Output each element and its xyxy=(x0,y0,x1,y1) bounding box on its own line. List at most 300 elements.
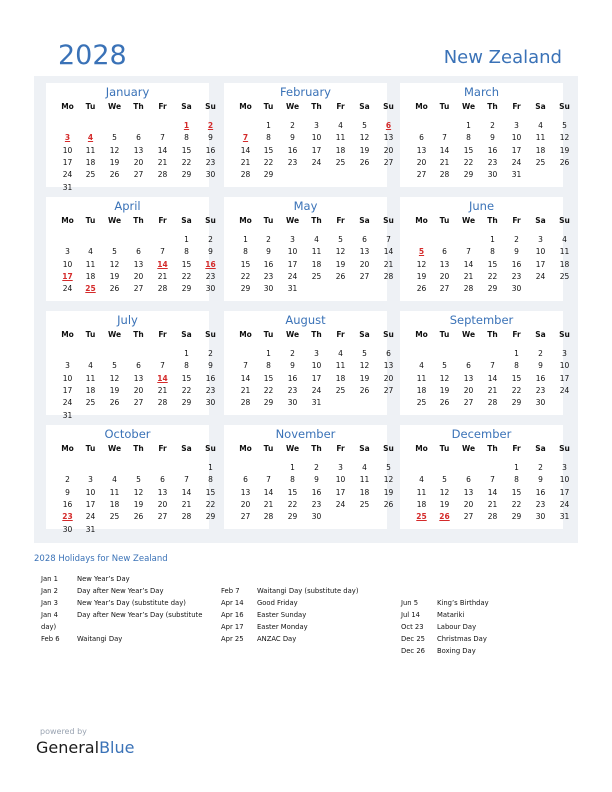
day-cell: 17 xyxy=(335,487,346,497)
day-cell: 26 xyxy=(359,385,370,395)
day-cell: 31 xyxy=(511,170,522,180)
day-cell: 21 xyxy=(240,385,251,395)
day-cell: 2 xyxy=(266,235,271,244)
day-cell: 18 xyxy=(335,373,346,383)
day-cell: 8 xyxy=(466,133,471,143)
weekday-header: Su xyxy=(383,102,394,111)
month-title: September xyxy=(449,313,514,327)
weekday-header: Tu xyxy=(439,444,450,453)
weekday-header: Fr xyxy=(158,102,167,111)
day-cell: 30 xyxy=(535,512,546,522)
month-title: April xyxy=(114,199,141,213)
day-cell: 4 xyxy=(419,475,424,485)
weekday-header: Mo xyxy=(239,444,252,453)
day-cell: 28 xyxy=(487,512,498,522)
weekday-header: Fr xyxy=(336,330,345,339)
holiday-date: Apr 17 xyxy=(221,623,244,631)
day-cell: 1 xyxy=(208,463,213,472)
day-cell: 12 xyxy=(359,133,370,143)
day-cell: 22 xyxy=(263,157,274,167)
day-cell: 21 xyxy=(240,157,251,167)
day-cell: 13 xyxy=(463,487,474,497)
month-title: January xyxy=(105,85,150,99)
day-cell: 23 xyxy=(205,385,216,395)
day-cell: 16 xyxy=(205,145,216,155)
weekday-header: Mo xyxy=(61,330,74,339)
day-cell: 19 xyxy=(359,145,370,155)
day-cell: 4 xyxy=(338,121,343,130)
day-cell: 2 xyxy=(490,121,495,130)
weekday-header: Su xyxy=(205,102,216,111)
day-cell: 7 xyxy=(442,133,447,143)
day-cell: 28 xyxy=(439,170,450,180)
day-cell: 28 xyxy=(487,398,498,408)
weekday-header: We xyxy=(461,330,476,339)
day-cell: 13 xyxy=(133,259,144,269)
day-cell: 6 xyxy=(136,133,141,143)
holiday-day-cell: 6 xyxy=(385,121,392,130)
holiday-date: Jul 14 xyxy=(401,611,421,619)
day-cell: 21 xyxy=(439,157,450,167)
day-cell: 23 xyxy=(535,499,546,509)
day-cell: 24 xyxy=(311,157,322,167)
day-cell: 20 xyxy=(133,157,144,167)
day-cell: 26 xyxy=(383,499,394,509)
day-cell: 23 xyxy=(487,157,498,167)
holiday-name: Easter Sunday xyxy=(257,611,307,619)
weekday-header: Fr xyxy=(336,102,345,111)
day-cell: 5 xyxy=(136,475,141,485)
day-cell: 13 xyxy=(133,145,144,155)
weekday-header: Su xyxy=(383,216,394,225)
day-cell: 21 xyxy=(263,499,274,509)
weekday-header: Su xyxy=(559,102,570,111)
day-cell: 13 xyxy=(359,247,370,257)
day-cell: 1 xyxy=(266,349,271,358)
weekday-header: Tu xyxy=(263,330,274,339)
day-cell: 14 xyxy=(181,487,192,497)
day-cell: 25 xyxy=(85,170,96,180)
weekday-header: Th xyxy=(133,102,144,111)
day-cell: 13 xyxy=(383,361,394,371)
day-cell: 21 xyxy=(157,385,168,395)
holiday-name: Day after New Year’s Day xyxy=(77,587,164,595)
weekday-header: Su xyxy=(383,444,394,453)
day-cell: 6 xyxy=(243,475,248,485)
day-cell: 24 xyxy=(287,271,298,281)
day-cell: 26 xyxy=(133,512,144,522)
weekday-header: Fr xyxy=(158,216,167,225)
weekday-header: Mo xyxy=(239,330,252,339)
weekday-header-row xyxy=(400,102,570,114)
holiday-day-cell: 1 xyxy=(183,121,190,130)
month-may xyxy=(224,197,394,301)
weekday-header: Su xyxy=(559,216,570,225)
day-cell: 29 xyxy=(240,284,251,294)
holiday-date: Apr 16 xyxy=(221,611,244,619)
day-cell: 15 xyxy=(511,487,522,497)
day-cell: 15 xyxy=(181,145,192,155)
day-cell: 31 xyxy=(62,410,73,420)
day-cell: 13 xyxy=(463,373,474,383)
weekday-header: We xyxy=(107,216,122,225)
day-cell: 20 xyxy=(439,271,450,281)
weekday-header: We xyxy=(285,102,300,111)
day-cell: 10 xyxy=(311,133,322,143)
month-title: June xyxy=(468,199,495,213)
day-cell: 13 xyxy=(439,259,450,269)
day-cell: 2 xyxy=(208,235,213,244)
day-cell: 19 xyxy=(109,385,120,395)
month-title: December xyxy=(451,427,512,441)
day-cell: 20 xyxy=(133,385,144,395)
day-cell: 20 xyxy=(463,499,474,509)
brand-logo[interactable] xyxy=(36,738,134,757)
day-cell: 30 xyxy=(62,524,73,534)
weekday-header: Su xyxy=(205,444,216,453)
weekday-header: Mo xyxy=(61,102,74,111)
day-cell: 28 xyxy=(240,398,251,408)
day-cell: 27 xyxy=(157,512,168,522)
day-cell: 16 xyxy=(511,259,522,269)
day-cell: 6 xyxy=(136,247,141,257)
day-cell: 8 xyxy=(184,133,189,143)
weekday-header: We xyxy=(107,102,122,111)
holiday-day-cell: 17 xyxy=(62,271,73,281)
day-cell: 11 xyxy=(416,373,427,383)
day-cell: 26 xyxy=(559,157,570,167)
holiday-date: Apr 14 xyxy=(221,599,244,607)
day-cell: 5 xyxy=(338,235,343,244)
day-cell: 24 xyxy=(62,398,73,408)
day-cell: 12 xyxy=(109,145,120,155)
day-cell: 12 xyxy=(559,133,570,143)
holiday-day-cell: 5 xyxy=(418,247,425,257)
month-title: October xyxy=(104,427,151,441)
day-cell: 24 xyxy=(535,271,546,281)
month-june xyxy=(400,197,570,301)
weekday-header: Fr xyxy=(336,444,345,453)
weekday-header-row xyxy=(46,330,216,342)
day-cell: 15 xyxy=(487,259,498,269)
weekday-header-row xyxy=(400,444,570,456)
day-cell: 3 xyxy=(290,235,295,244)
weekday-header: Fr xyxy=(512,444,521,453)
day-cell: 18 xyxy=(335,145,346,155)
day-cell: 9 xyxy=(65,487,70,497)
holiday-date: Dec 26 xyxy=(401,647,425,655)
holiday-day-cell: 25 xyxy=(85,284,96,294)
weekday-header: Mo xyxy=(415,102,428,111)
day-cell: 29 xyxy=(263,398,274,408)
month-september xyxy=(400,311,570,415)
weekday-header: We xyxy=(107,330,122,339)
day-cell: 4 xyxy=(314,235,319,244)
weekday-header: We xyxy=(461,216,476,225)
weekday-header: Th xyxy=(311,330,322,339)
day-cell: 10 xyxy=(62,259,73,269)
day-cell: 12 xyxy=(109,373,120,383)
day-cell: 15 xyxy=(240,259,251,269)
weekday-header: Fr xyxy=(158,330,167,339)
day-cell: 9 xyxy=(290,361,295,371)
day-cell: 24 xyxy=(511,157,522,167)
day-cell: 16 xyxy=(263,259,274,269)
day-cell: 25 xyxy=(85,398,96,408)
day-cell: 21 xyxy=(487,499,498,509)
weekday-header: Sa xyxy=(359,330,370,339)
holiday-date: Jan 2 xyxy=(41,587,58,595)
day-cell: 9 xyxy=(538,475,543,485)
day-cell: 2 xyxy=(538,463,543,472)
holiday-name: ANZAC Day xyxy=(257,635,297,643)
day-cell: 26 xyxy=(439,398,450,408)
day-cell: 31 xyxy=(85,524,96,534)
day-cell: 17 xyxy=(511,145,522,155)
holiday-name: King’s Birthday xyxy=(437,599,489,607)
holiday-date: Dec 25 xyxy=(401,635,425,643)
day-cell: 21 xyxy=(157,271,168,281)
day-cell: 22 xyxy=(487,271,498,281)
holiday-name: Easter Monday xyxy=(257,623,308,631)
weekday-header: Sa xyxy=(359,216,370,225)
day-cell: 29 xyxy=(287,512,298,522)
day-cell: 11 xyxy=(85,145,96,155)
day-cell: 2 xyxy=(514,235,519,244)
day-cell: 3 xyxy=(538,235,543,244)
day-cell: 16 xyxy=(287,373,298,383)
month-march xyxy=(400,83,570,187)
day-cell: 11 xyxy=(85,259,96,269)
brand-name-blue: Blue xyxy=(99,738,135,757)
holiday-day-cell: 4 xyxy=(87,133,94,143)
day-cell: 7 xyxy=(243,361,248,371)
weekday-header: Sa xyxy=(359,444,370,453)
month-august xyxy=(224,311,394,415)
weekday-header-row xyxy=(46,102,216,114)
weekday-header: Th xyxy=(487,216,498,225)
weekday-header: Tu xyxy=(85,330,96,339)
day-cell: 23 xyxy=(205,157,216,167)
day-cell: 19 xyxy=(359,373,370,383)
day-cell: 22 xyxy=(181,271,192,281)
weekday-header: Fr xyxy=(512,216,521,225)
holiday-date: Oct 23 xyxy=(401,623,424,631)
day-cell: 27 xyxy=(133,398,144,408)
weekday-header: Th xyxy=(133,444,144,453)
holiday-day-cell: 16 xyxy=(205,259,216,269)
day-cell: 9 xyxy=(490,133,495,143)
day-cell: 10 xyxy=(311,361,322,371)
weekday-header: Sa xyxy=(535,102,546,111)
weekday-header-row xyxy=(46,444,216,456)
day-cell: 25 xyxy=(311,271,322,281)
weekday-header: Mo xyxy=(239,216,252,225)
day-cell: 21 xyxy=(383,259,394,269)
weekday-header: Mo xyxy=(239,102,252,111)
weekday-header-row xyxy=(224,216,394,228)
weekday-header: Mo xyxy=(61,444,74,453)
day-cell: 30 xyxy=(487,170,498,180)
day-cell: 21 xyxy=(487,385,498,395)
month-title: February xyxy=(280,85,331,99)
holidays-title: 2028 Holidays for New Zealand xyxy=(34,554,168,564)
holiday-name: Boxing Day xyxy=(437,647,476,655)
day-cell: 19 xyxy=(109,271,120,281)
day-cell: 14 xyxy=(439,145,450,155)
month-title: July xyxy=(117,313,138,327)
day-cell: 5 xyxy=(112,361,117,371)
day-cell: 26 xyxy=(416,284,427,294)
day-cell: 27 xyxy=(383,157,394,167)
day-cell: 10 xyxy=(85,487,96,497)
day-cell: 1 xyxy=(514,349,519,358)
day-cell: 8 xyxy=(266,133,271,143)
day-cell: 1 xyxy=(184,235,189,244)
day-cell: 5 xyxy=(112,247,117,257)
day-cell: 20 xyxy=(157,499,168,509)
day-cell: 9 xyxy=(266,247,271,257)
weekday-header: Su xyxy=(205,330,216,339)
day-cell: 4 xyxy=(538,121,543,130)
day-cell: 28 xyxy=(157,170,168,180)
weekday-header: Fr xyxy=(336,216,345,225)
day-cell: 19 xyxy=(439,385,450,395)
day-cell: 17 xyxy=(311,373,322,383)
country-title: New Zealand xyxy=(443,47,562,68)
day-cell: 2 xyxy=(65,475,70,485)
day-cell: 31 xyxy=(287,284,298,294)
day-cell: 10 xyxy=(559,361,570,371)
day-cell: 22 xyxy=(511,499,522,509)
day-cell: 22 xyxy=(463,157,474,167)
day-cell: 30 xyxy=(263,284,274,294)
holiday-date: Feb 6 xyxy=(41,635,60,643)
day-cell: 13 xyxy=(157,487,168,497)
day-cell: 2 xyxy=(314,463,319,472)
weekday-header: Fr xyxy=(158,444,167,453)
day-cell: 16 xyxy=(487,145,498,155)
month-december xyxy=(400,425,570,529)
weekday-header: Th xyxy=(133,330,144,339)
weekday-header: Th xyxy=(487,444,498,453)
day-cell: 8 xyxy=(266,361,271,371)
day-cell: 12 xyxy=(383,475,394,485)
day-cell: 28 xyxy=(383,271,394,281)
day-cell: 6 xyxy=(362,235,367,244)
day-cell: 30 xyxy=(205,284,216,294)
day-cell: 1 xyxy=(466,121,471,130)
day-cell: 6 xyxy=(386,349,391,358)
day-cell: 30 xyxy=(511,284,522,294)
day-cell: 27 xyxy=(133,170,144,180)
weekday-header: Su xyxy=(205,216,216,225)
day-cell: 4 xyxy=(562,235,567,244)
weekday-header: Mo xyxy=(415,216,428,225)
year-title: 2028 xyxy=(58,40,127,71)
weekday-header: Tu xyxy=(85,444,96,453)
day-cell: 28 xyxy=(157,398,168,408)
day-cell: 19 xyxy=(335,259,346,269)
day-cell: 19 xyxy=(439,499,450,509)
day-cell: 14 xyxy=(383,247,394,257)
day-cell: 27 xyxy=(463,398,474,408)
weekday-header: Sa xyxy=(535,216,546,225)
day-cell: 25 xyxy=(109,512,120,522)
weekday-header-row xyxy=(400,216,570,228)
day-cell: 7 xyxy=(160,133,165,143)
day-cell: 22 xyxy=(511,385,522,395)
day-cell: 27 xyxy=(439,284,450,294)
day-cell: 17 xyxy=(62,385,73,395)
day-cell: 18 xyxy=(416,499,427,509)
day-cell: 15 xyxy=(511,373,522,383)
day-cell: 24 xyxy=(62,284,73,294)
day-cell: 4 xyxy=(338,349,343,358)
weekday-header: We xyxy=(285,444,300,453)
day-cell: 20 xyxy=(240,499,251,509)
day-cell: 10 xyxy=(559,475,570,485)
day-cell: 13 xyxy=(240,487,251,497)
day-cell: 12 xyxy=(133,487,144,497)
holiday-day-cell: 14 xyxy=(157,259,168,269)
day-cell: 28 xyxy=(181,512,192,522)
day-cell: 8 xyxy=(490,247,495,257)
day-cell: 13 xyxy=(416,145,427,155)
day-cell: 1 xyxy=(514,463,519,472)
day-cell: 29 xyxy=(511,398,522,408)
day-cell: 3 xyxy=(562,349,567,358)
holiday-day-cell: 25 xyxy=(416,512,427,522)
weekday-header: Mo xyxy=(415,444,428,453)
day-cell: 7 xyxy=(466,247,471,257)
day-cell: 29 xyxy=(181,170,192,180)
day-cell: 23 xyxy=(535,385,546,395)
day-cell: 14 xyxy=(240,373,251,383)
day-cell: 5 xyxy=(362,349,367,358)
weekday-header-row xyxy=(224,102,394,114)
day-cell: 29 xyxy=(181,284,192,294)
day-cell: 10 xyxy=(287,247,298,257)
holiday-date: day) xyxy=(41,623,57,631)
day-cell: 28 xyxy=(263,512,274,522)
day-cell: 8 xyxy=(243,247,248,257)
day-cell: 30 xyxy=(205,170,216,180)
day-cell: 24 xyxy=(85,512,96,522)
day-cell: 28 xyxy=(157,284,168,294)
day-cell: 17 xyxy=(311,145,322,155)
day-cell: 9 xyxy=(290,133,295,143)
day-cell: 17 xyxy=(287,259,298,269)
day-cell: 20 xyxy=(383,145,394,155)
weekday-header: Tu xyxy=(263,102,274,111)
day-cell: 9 xyxy=(538,361,543,371)
day-cell: 4 xyxy=(112,475,117,485)
day-cell: 6 xyxy=(419,133,424,143)
day-cell: 6 xyxy=(442,247,447,257)
weekday-header: Sa xyxy=(535,444,546,453)
holiday-name: Christmas Day xyxy=(437,635,487,643)
day-cell: 25 xyxy=(335,157,346,167)
weekday-header: Mo xyxy=(61,216,74,225)
day-cell: 3 xyxy=(314,121,319,130)
day-cell: 6 xyxy=(160,475,165,485)
day-cell: 1 xyxy=(290,463,295,472)
day-cell: 12 xyxy=(359,361,370,371)
day-cell: 27 xyxy=(359,271,370,281)
day-cell: 20 xyxy=(416,157,427,167)
day-cell: 4 xyxy=(362,463,367,472)
